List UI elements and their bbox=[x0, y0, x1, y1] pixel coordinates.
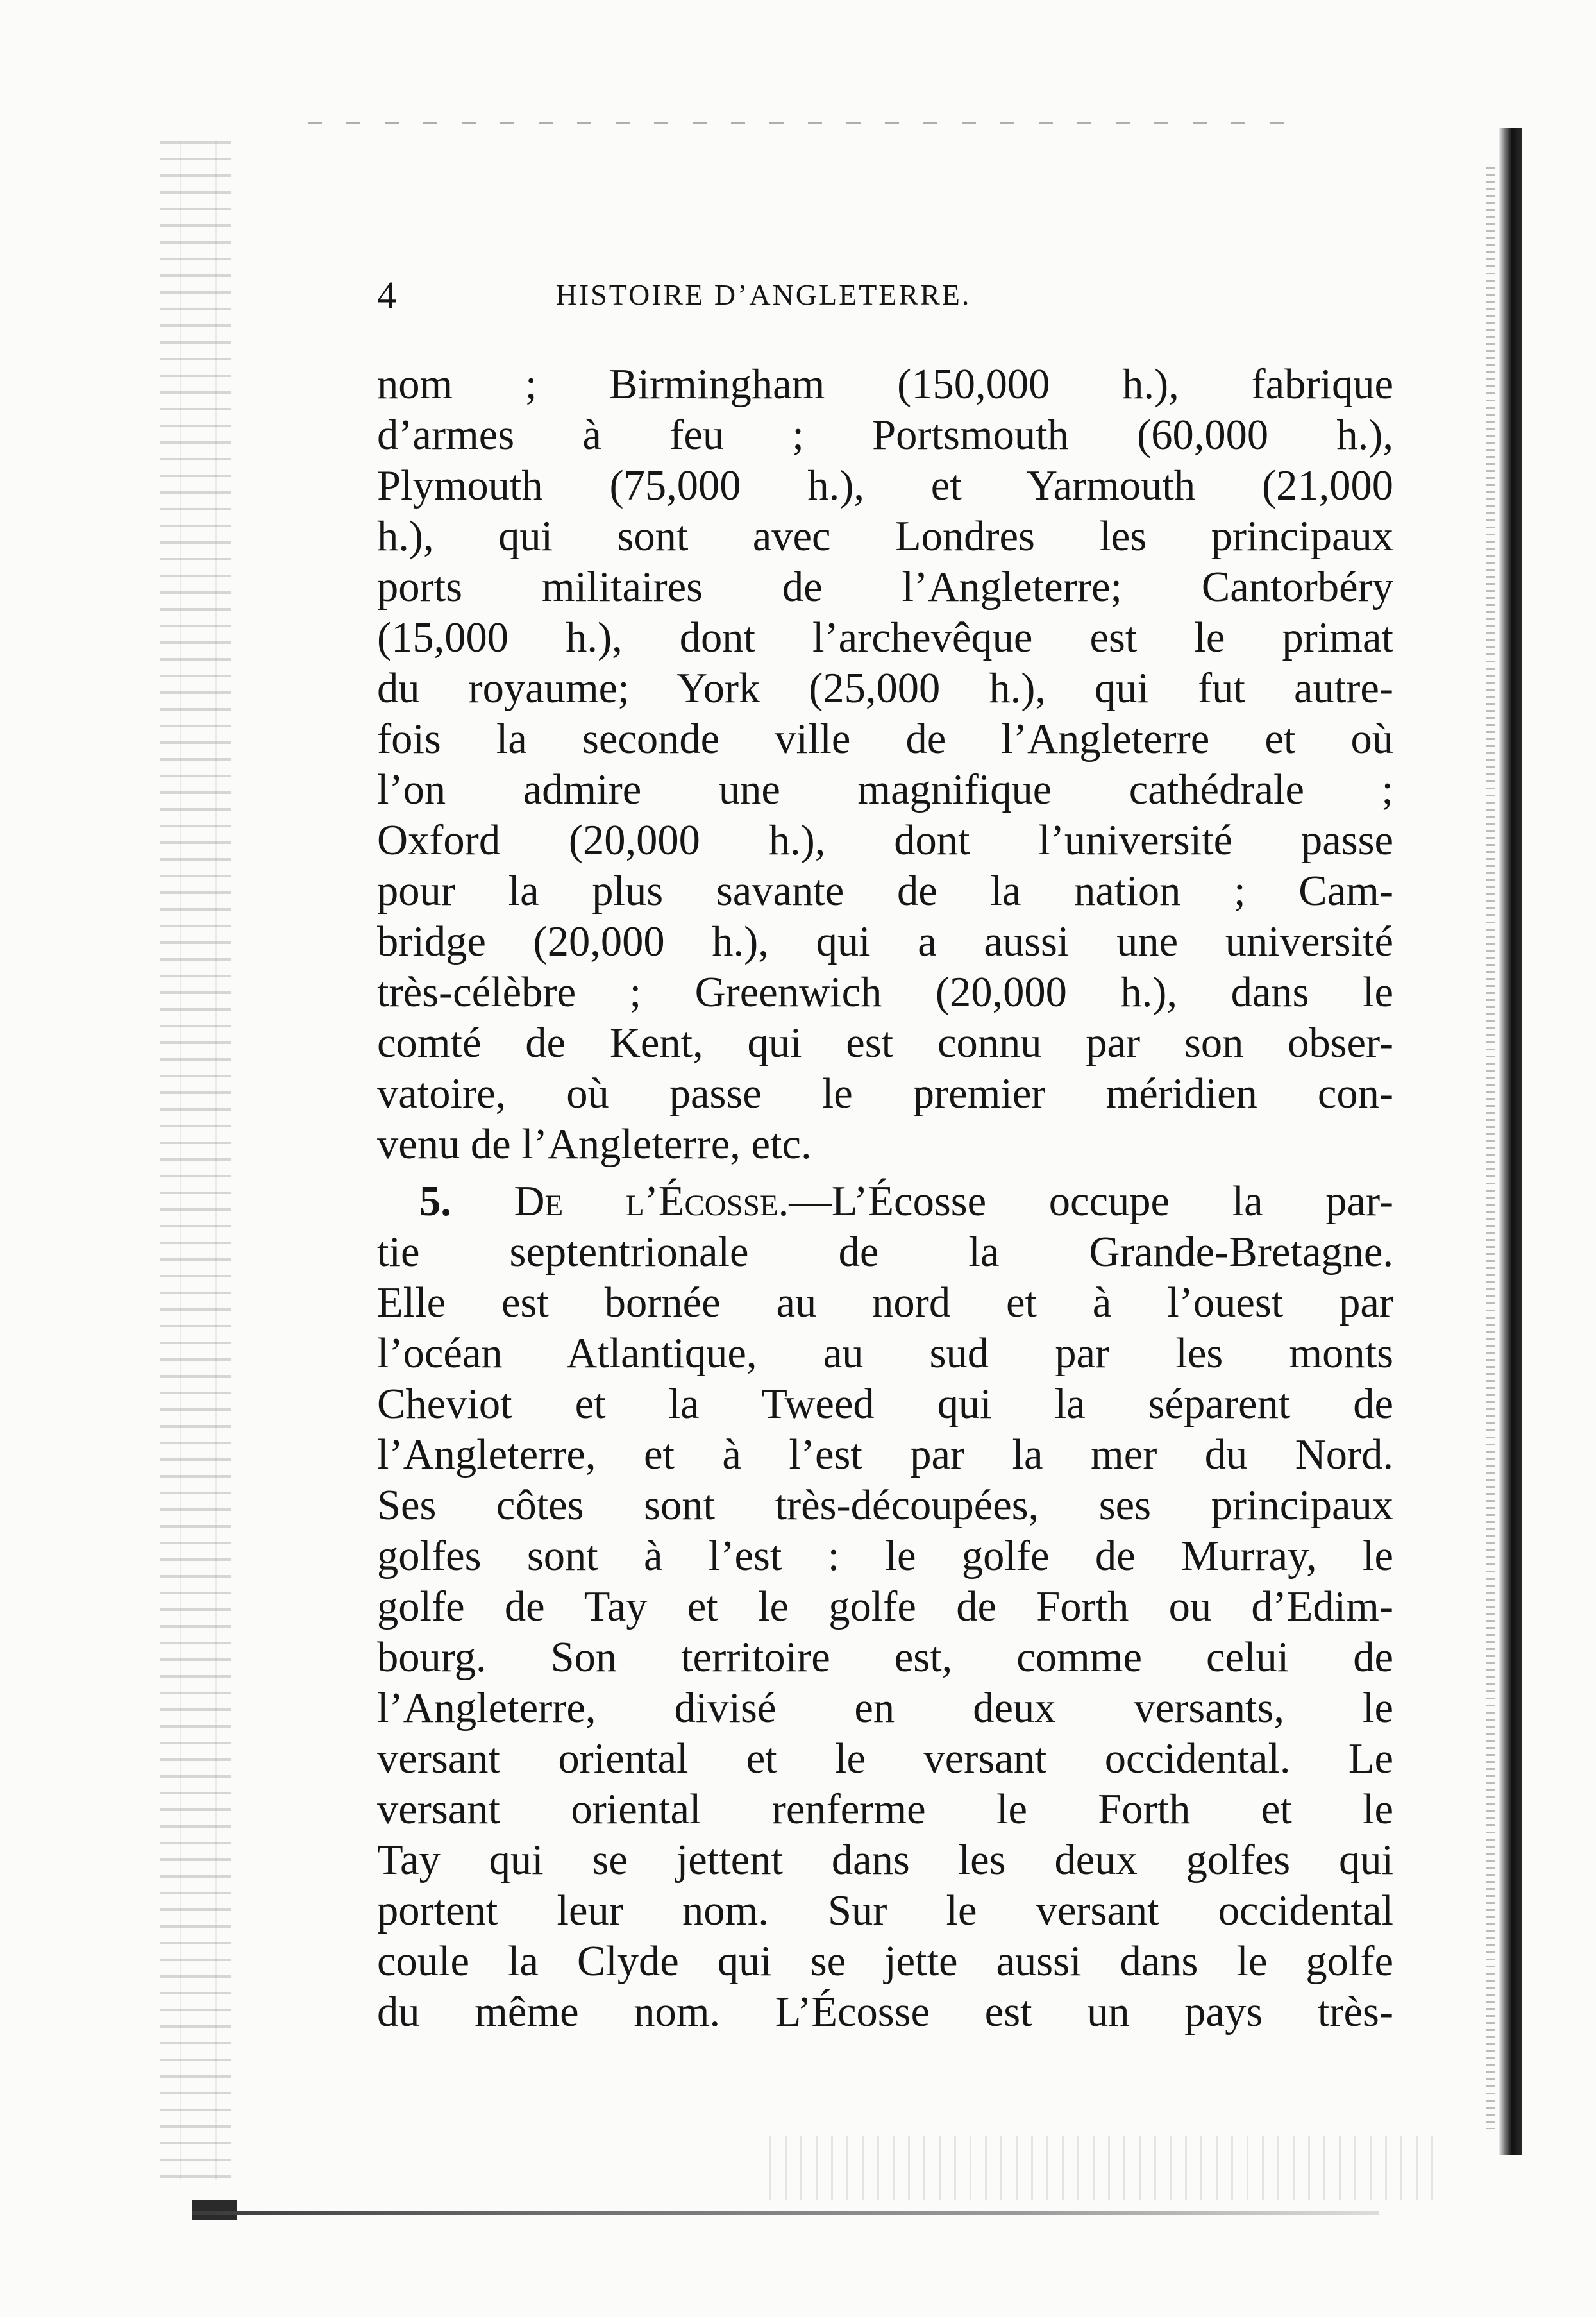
page-number: 4 bbox=[377, 274, 396, 316]
text-line: golfe de Tay et le golfe de Forth ou d’Edim- bbox=[377, 1583, 1393, 1630]
text-line: venu de l’Angleterre, etc. bbox=[377, 1121, 812, 1168]
text-line: Oxford (20,000 h.), dont l’université passe bbox=[377, 817, 1393, 864]
text-line: h.), qui sont avec Londres les principaux bbox=[377, 513, 1393, 560]
section-heading-line bbox=[377, 1176, 1393, 1227]
text-line: coule la Clyde qui se jette aussi dans le golfe bbox=[377, 1938, 1393, 1985]
left-margin-scan-noise bbox=[160, 141, 231, 2180]
top-margin-scan-noise bbox=[308, 122, 1302, 124]
section-title: De l’Écosse. bbox=[514, 1178, 789, 1225]
text-line: Plymouth (75,000 h.), et Yarmouth (21,000 bbox=[377, 462, 1393, 509]
text-line: du même nom. L’Écosse est un pays très- bbox=[377, 1989, 1393, 2035]
text-line: Elle est bornée au nord et à l’ouest par bbox=[377, 1279, 1393, 1326]
text-line: du royaume; York (25,000 h.), qui fut autre- bbox=[377, 665, 1393, 712]
text-line: l’on admire une magnifique cathédrale ; bbox=[377, 766, 1393, 813]
text-line: l’océan Atlantique, au sud par les monts bbox=[377, 1330, 1393, 1377]
text-line: tie septentrionale de la Grande-Bretagne. bbox=[377, 1229, 1393, 1276]
text-line: l’Angleterre, divisé en deux versants, le bbox=[377, 1685, 1393, 1731]
text-line: vatoire, où passe le premier méridien con- bbox=[377, 1070, 1393, 1117]
text-line: d’armes à feu ; Portsmouth (60,000 h.), bbox=[377, 412, 1393, 459]
text-line: bridge (20,000 h.), qui a aussi une université bbox=[377, 918, 1393, 965]
text-line: nom ; Birmingham (150,000 h.), fabrique bbox=[377, 361, 1393, 408]
text-line: bourg. Son territoire est, comme celui de bbox=[377, 1634, 1393, 1681]
body-text bbox=[377, 359, 1393, 2037]
bottom-edge-line bbox=[192, 2211, 1379, 2215]
paragraph-scotland bbox=[377, 1176, 1393, 2037]
right-binding-shadow bbox=[1499, 128, 1522, 2155]
section-first-line-text: —L’Écosse occupe la par- bbox=[789, 1178, 1393, 1225]
text-line: comté de Kent, qui est connu par son obser- bbox=[377, 1020, 1393, 1066]
running-head bbox=[377, 269, 1150, 321]
text-line: Cheviot et la Tweed qui la séparent de bbox=[377, 1381, 1393, 1428]
text-line: ports militaires de l’Angleterre; Cantorbéry bbox=[377, 564, 1393, 611]
right-edge-scan-noise bbox=[1486, 167, 1495, 2129]
text-line: Ses côtes sont très-découpées, ses principaux bbox=[377, 1482, 1393, 1529]
running-title: HISTOIRE D’ANGLETERRE. bbox=[555, 278, 971, 311]
bottom-left-scan-mark bbox=[192, 2200, 237, 2220]
text-line: golfes sont à l’est : le golfe de Murray, le bbox=[377, 1533, 1393, 1580]
text-line: (15,000 h.), dont l’archevêque est le primat bbox=[377, 614, 1393, 661]
text-line: l’Angleterre, et à l’est par la mer du Nord. bbox=[377, 1431, 1393, 1478]
text-line: pour la plus savante de la nation ; Cam- bbox=[377, 868, 1393, 914]
text-line: fois la seconde ville de l’Angleterre et où bbox=[377, 716, 1393, 763]
text-line: versant oriental et le versant occidental. Le bbox=[377, 1735, 1393, 1782]
section-number: 5. bbox=[419, 1178, 451, 1225]
text-line: versant oriental renferme le Forth et le bbox=[377, 1786, 1393, 1833]
bottom-scan-noise bbox=[769, 2136, 1443, 2200]
paragraph-english-towns bbox=[377, 359, 1393, 1170]
text-line: portent leur nom. Sur le versant occidental bbox=[377, 1887, 1393, 1934]
text-line: Tay qui se jettent dans les deux golfes qui bbox=[377, 1837, 1393, 1883]
text-line: très-célèbre ; Greenwich (20,000 h.), dans le bbox=[377, 969, 1393, 1016]
